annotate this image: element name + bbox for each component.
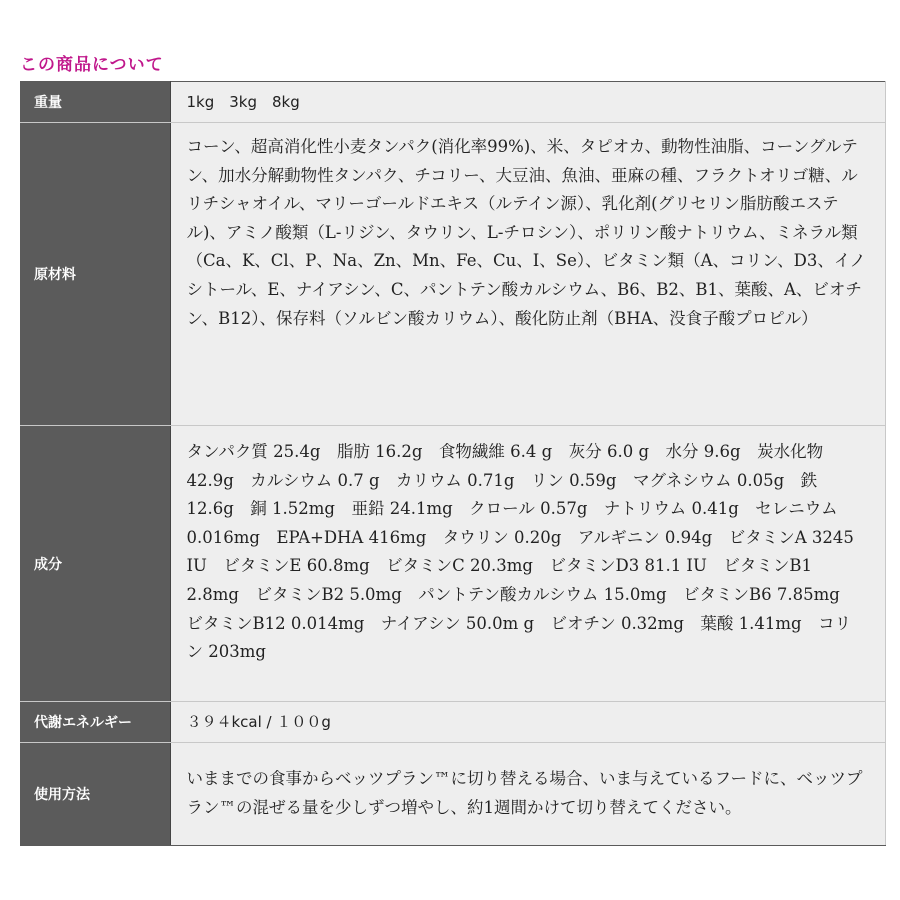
table-row-ingredients: [20, 123, 886, 426]
table-row-energy: [20, 702, 886, 743]
usage-label: 使用方法: [20, 743, 170, 846]
table-row-weight: [20, 82, 886, 123]
composition-label: 成分: [20, 426, 170, 702]
composition-value-text: タンパク質 25.4g 脂肪 16.2g 食物繊維 6.4 g 灰分 6.0 g 水分 9.6g 炭水化物 42.9g カルシウム 0.7 g カリウム 0.71g リン 0.59g マグネシウム 0.05g 鉄 12.6g 銅 1.52mg 亜鉛 24.1mg クロール 0.57g ナトリウム 0.41g セレニウム 0.016mg EPA+DHA 416mg タウリン 0.20g アルギニン 0.94g ビタミンA 3245 IU ビタミンE 60.8mg ビタミンC 20.3mg ビタミンD3 81.1 IU ビタミンB1 2.8mg ビタミンB2 5.0mg パントテン酸カルシウム 15.0mg ビタミンB6 7.85mg ビタミンB12 0.014mg ナイアシン 50.0m g ビオチン 0.32mg 葉酸 1.41mg コリン 203mg: [186, 442, 857, 662]
energy-value-text: ３９４kcal / １００g: [186, 712, 331, 731]
weight-label: 重量: [20, 82, 170, 123]
energy-value: [170, 702, 886, 743]
weight-value: [170, 82, 886, 123]
weight-value-text: 1kg 3kg 8kg: [186, 92, 300, 111]
section-title: この商品について: [20, 55, 164, 75]
ingredients-value: [170, 123, 886, 426]
ingredients-value-text: コーン、超高消化性小麦タンパク(消化率99%)、米、タピオカ、動物性油脂、コーングルテン、加水分解動物性タンパク、チコリー、大豆油、魚油、亜麻の種、フラクトオリゴ糖、ルリチシャオイル、マリーゴールドエキス（ルテイン源）、乳化剤(グリセリン脂肪酸エステル)、アミノ酸類（L-リジン、タウリン、L-チロシン）、ポリリン酸ナトリウム、ミネラル類（Ca、K、Cl、P、Na、Zn、Mn、Fe、Cu、I、Se）、ビタミン類（A、コリン、D3、イノシトール、E、ナイアシン、C、パントテン酸カルシウム、B6、B2、B1、葉酸、A、ビオチン、B12）、保存料（ソルビン酸カリウム）、酸化防止剤（BHA、没食子酸プロピル）: [186, 137, 866, 328]
usage-value-text: いままでの食事からベッツプラン™に切り替える場合、いま与えているフードに、ベッツプラン™の混ぜる量を少しずつ増やし、約1週間かけて切り替えてください。: [186, 769, 863, 817]
usage-value: [170, 743, 886, 846]
ingredients-label: 原材料: [20, 123, 170, 426]
energy-label: 代謝エネルギー: [20, 702, 170, 743]
product-spec-table: [20, 81, 886, 846]
composition-value: [170, 426, 886, 702]
table-row-usage: [20, 743, 886, 846]
table-row-composition: [20, 426, 886, 702]
